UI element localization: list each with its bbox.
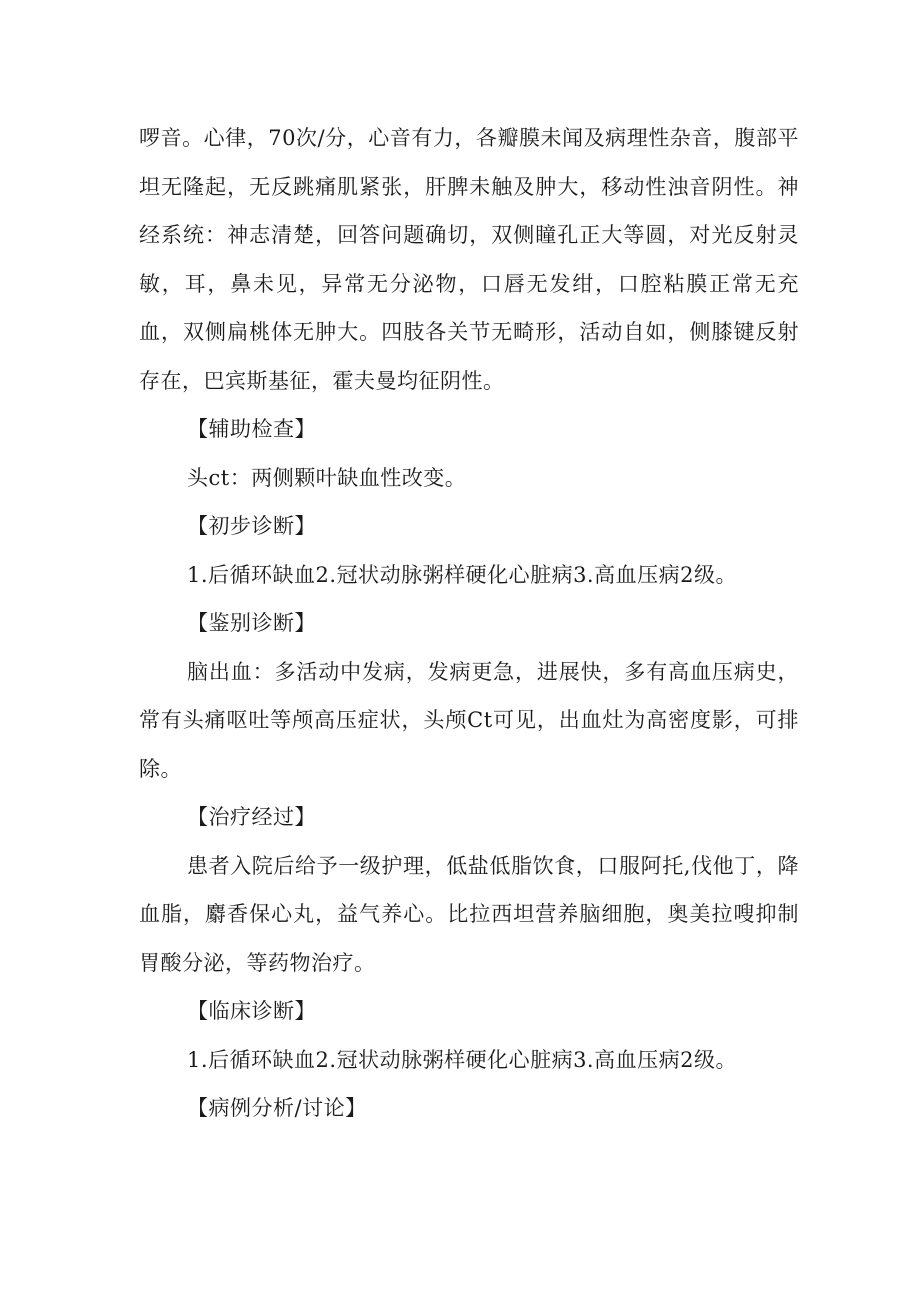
clinical-diagnosis-text: 1.后循环缺血2.冠状动脉粥样硬化心脏病3.高血压病2级。 — [187, 1047, 737, 1072]
treatment-course-text: 患者入院后给予一级护理，低盐低脂饮食，口服阿托,伐他丁，降血脂，麝香保心丸，益气养心。比拉西坦营养脑细胞，奥美拉嗖抑制胃酸分泌，等药物治疗。 — [139, 853, 799, 975]
document-page — [139, 114, 799, 1133]
treatment-course-heading: 【治疗经过】 — [187, 805, 316, 829]
preliminary-diagnosis-heading: 【初步诊断】 — [187, 514, 316, 538]
case-analysis-heading: 【病例分析/讨论】 — [187, 1096, 367, 1120]
differential-diagnosis-heading: 【鉴别诊断】 — [187, 611, 316, 635]
preliminary-diagnosis-text: 1.后循环缺血2.冠状动脉粥样硬化心脏病3.高血压病2级。 — [187, 562, 737, 587]
auxiliary-exam-heading: 【辅助检查】 — [187, 417, 316, 441]
clinical-diagnosis-heading: 【临床诊断】 — [187, 999, 316, 1023]
physical-exam-continuation: 啰音。心律，70次/分，心音有力，各瓣膜未闻及病理性杂音，腹部平坦无隆起，无反跳痛肌紧张，肝脾未触及肿大，移动性浊音阴性。神经系统：神志清楚，回答问题确切，双侧瞳孔正大等圆，对光反射灵敏，耳，鼻未见，异常无分泌物，口唇无发绀，口腔粘膜正常无充血，双侧扁桃体无肿大。四肢各关节无畸形，活动自如，侧膝键反射存在，巴宾斯基征，霍夫曼均征阴性。 — [139, 126, 799, 393]
auxiliary-exam-text: 头ct：两侧颗叶缺血性改变。 — [187, 465, 467, 490]
differential-diagnosis-text: 脑出血：多活动中发病，发病更急，进展快，多有高血压病史，常有头痛呕吐等颅高压症状，头颅Ct可见，出血灶为高密度影，可排除。 — [139, 659, 799, 781]
